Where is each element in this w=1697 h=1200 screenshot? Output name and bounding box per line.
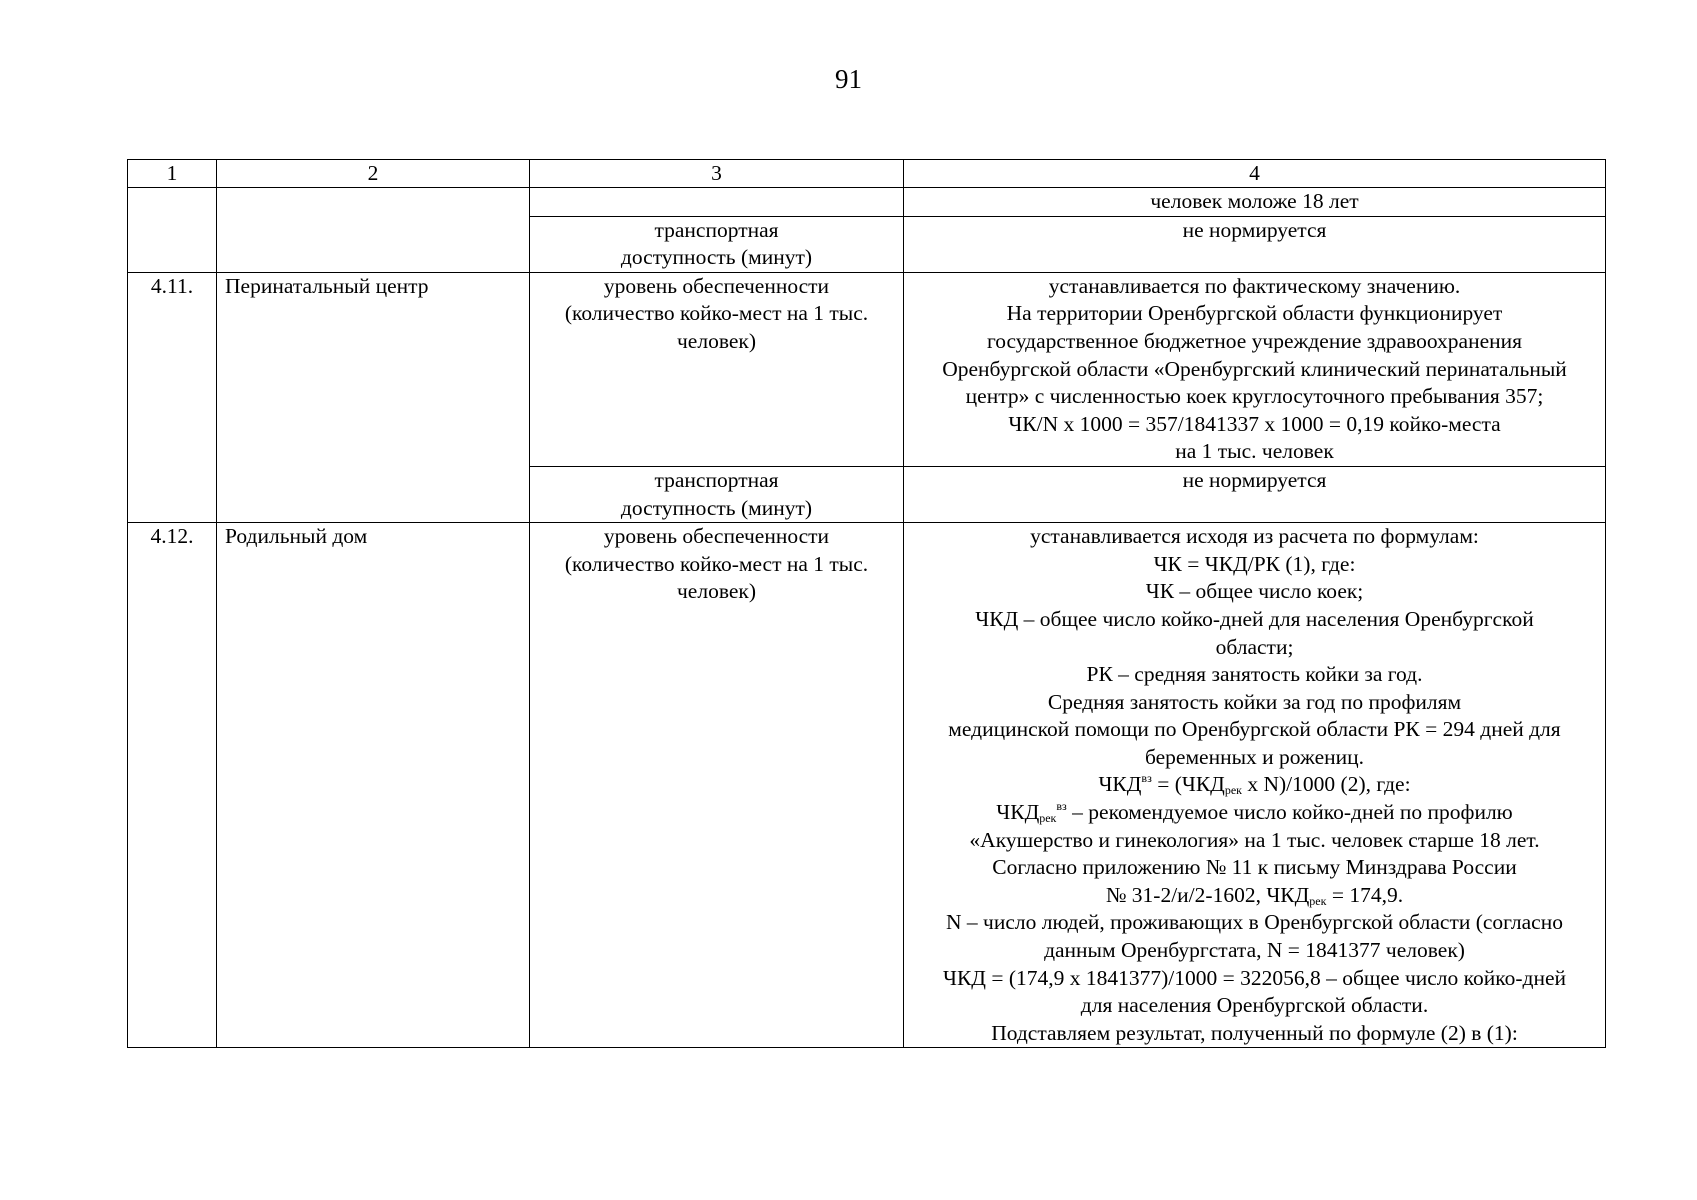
cell-line: данным Оренбургстата, N = 1841377 человек) bbox=[1044, 938, 1465, 963]
header-col-3: 3 bbox=[530, 160, 904, 188]
formula-subscript: рек bbox=[1039, 811, 1057, 826]
cell-line: на 1 тыс. человек bbox=[1175, 439, 1334, 464]
cell-line: уровень обеспеченности bbox=[603, 524, 830, 549]
header-col-4: 4 bbox=[904, 160, 1606, 188]
formula-definition-line bbox=[912, 799, 1597, 827]
table-row bbox=[128, 523, 1606, 1048]
cell-line: РК – средняя занятость койки за год. bbox=[1086, 662, 1423, 687]
cell-line: ЧК – общее число коек; bbox=[1145, 579, 1364, 604]
formula-text: ЧКД bbox=[1098, 772, 1142, 797]
page-number: 91 bbox=[835, 64, 862, 94]
formula-text: – рекомендуемое число койко-дней по профилю bbox=[1066, 800, 1513, 825]
cell-indicator bbox=[530, 188, 904, 217]
cell-line: «Акушерство и гинекология» на 1 тыс. человек старше 18 лет. bbox=[969, 827, 1540, 852]
cell-line: доступность (минут) bbox=[620, 245, 813, 270]
cell-number bbox=[128, 188, 217, 273]
table-row bbox=[128, 272, 1606, 466]
cell-value bbox=[904, 188, 1606, 217]
cell-line: для населения Оренбургской области. bbox=[1080, 993, 1429, 1018]
cell-number: 4.11. bbox=[128, 272, 217, 522]
cell-indicator bbox=[530, 523, 904, 1048]
cell-line: центр» с численностью коек круглосуточного пребывания 357; bbox=[965, 384, 1544, 409]
cell-line: Оренбургской области «Оренбургский клинический перинатальный bbox=[942, 356, 1567, 381]
cell-facility: Перинатальный центр bbox=[217, 272, 530, 522]
formula-reference-line bbox=[912, 882, 1597, 910]
cell-indicator bbox=[530, 272, 904, 466]
cell-line: Согласно приложению № 11 к письму Минздрава России bbox=[992, 855, 1517, 880]
cell-text: не нормируется bbox=[1182, 217, 1327, 242]
cell-text: человек моложе 18 лет bbox=[1150, 189, 1359, 213]
cell-line: устанавливается исходя из расчета по формулам: bbox=[1030, 524, 1479, 549]
formula-text: = 174,9. bbox=[1326, 882, 1404, 907]
formula-superscript: вз bbox=[1056, 799, 1067, 814]
cell-line: уровень обеспеченности bbox=[603, 273, 830, 298]
cell-line: ЧКД – общее число койко-дней для населения Оренбургской bbox=[975, 606, 1534, 631]
cell-value bbox=[904, 523, 1606, 1048]
cell-value bbox=[904, 272, 1606, 466]
cell-line: транспортная bbox=[654, 217, 779, 242]
formula-superscript: вз bbox=[1141, 771, 1152, 786]
cell-line: области; bbox=[1215, 634, 1294, 659]
cell-line: доступность (минут) bbox=[620, 495, 813, 520]
cell-value bbox=[904, 466, 1606, 522]
cell-facility bbox=[217, 188, 530, 273]
cell-line: устанавливается по фактическому значению. bbox=[1048, 273, 1461, 298]
cell-value bbox=[904, 216, 1606, 272]
cell-line: (количество койко-мест на 1 тыс. bbox=[564, 551, 869, 576]
formula-subscript: рек bbox=[1309, 893, 1327, 908]
cell-number: 4.12. bbox=[128, 523, 217, 1048]
cell-line: ЧК/N x 1000 = 357/1841337 x 1000 = 0,19 койко-места bbox=[1008, 411, 1501, 436]
table-header-row bbox=[128, 160, 1606, 188]
formula-text: № 31-2/и/2-1602, ЧКД bbox=[1105, 882, 1310, 907]
cell-line: человек) bbox=[676, 328, 756, 353]
cell-line: На территории Оренбургской области функционирует bbox=[1006, 301, 1503, 326]
cell-line: государственное бюджетное учреждение здравоохранения bbox=[986, 328, 1523, 353]
cell-text: не нормируется bbox=[1182, 467, 1327, 492]
formula-2-line bbox=[912, 771, 1597, 799]
requirements-table bbox=[127, 159, 1606, 1048]
formula-subscript: рек bbox=[1224, 783, 1242, 798]
formula-text: ЧКД bbox=[996, 800, 1040, 825]
cell-line: медицинской помощи по Оренбургской области РК = 294 дней для bbox=[948, 717, 1561, 742]
cell-line: Подставляем результат, полученный по формуле (2) в (1): bbox=[991, 1020, 1518, 1045]
formula-text: x N)/1000 (2), где: bbox=[1242, 772, 1411, 797]
formula-text: = (ЧКД bbox=[1151, 772, 1225, 797]
table-row bbox=[128, 188, 1606, 217]
cell-line: N – число людей, проживающих в Оренбургской области (согласно bbox=[946, 910, 1563, 935]
cell-facility: Родильный дом bbox=[217, 523, 530, 1048]
cell-indicator bbox=[530, 216, 904, 272]
cell-line: (количество койко-мест на 1 тыс. bbox=[564, 301, 869, 326]
cell-line: Средняя занятость койки за год по профилям bbox=[1047, 689, 1462, 714]
header-col-2: 2 bbox=[217, 160, 530, 188]
cell-line: транспортная bbox=[654, 467, 779, 492]
cell-indicator bbox=[530, 466, 904, 522]
cell-line: ЧК = ЧКД/РК (1), где: bbox=[1153, 551, 1356, 576]
header-col-1: 1 bbox=[128, 160, 217, 188]
cell-line: беременных и рожениц. bbox=[1144, 744, 1365, 769]
cell-line: ЧКД = (174,9 x 1841377)/1000 = 322056,8 – общее число койко-дней bbox=[942, 965, 1567, 990]
cell-line: человек) bbox=[676, 579, 756, 604]
